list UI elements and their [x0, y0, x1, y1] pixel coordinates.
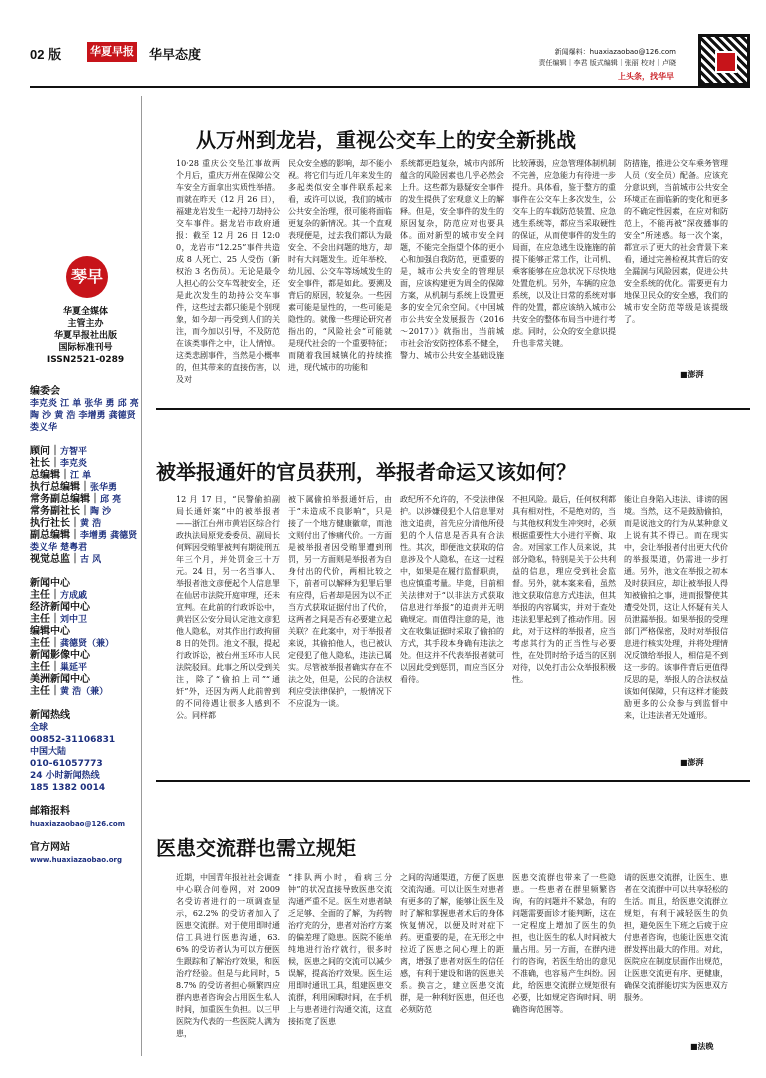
qr-code-icon[interactable]: [698, 34, 750, 86]
masthead-role: 编辑中心: [30, 626, 70, 637]
masthead-role: 新闻中心: [30, 578, 70, 589]
masthead-person: 江 单: [70, 471, 92, 481]
article-3-col-1: 近期，中国青年报社社会调查中心联合问卷网，对 2009 名受访者进行的一项调查显示，62.2% 的受访者加入了医患交流群。对于使用即时通信工具进行医患沟通，63.6% 的受访者认为可以方便医生跟踪和了解治疗效果，和医治疗经验。但是与此同时，58.7% 的受访者担心频繁四应群内患者咨询会占用医生私人时间，加重医生负担。以三甲医院为代表的一些医院人满为患，: [176, 873, 280, 1038]
article-1-col-3: 系统都更趋复杂，城市内部所蕴含的风险因素也几乎必然会上升。这些都为悬疑安全事件的发生提供了宏观意义上的解释。但是，安全事件的发生的原因复杂，防范应对也要具体。面对新型的城市安全问题，不能完全指望个体的更小心和加强自我防范，更重要的是，城市公共安全的管理层面，应该构建更为周全的保障方案，从机制与系统上设置更多的安全冗余空间。《中国城市公共安全发展报告（2016～2017）》就指出，当前城市社会治安防控体系不健全，警力、城市公共安全基础设施: [400, 159, 504, 360]
editorial-board: [30, 386, 141, 434]
masthead-person: 黄 浩（兼）: [60, 687, 109, 697]
masthead-role: 顾问｜: [30, 446, 60, 457]
pub-line: 主管主办: [67, 319, 104, 329]
masthead-role: 主任｜: [30, 638, 60, 649]
masthead-person: 邱 亮: [100, 495, 122, 505]
masthead-role: 常务副社长｜: [30, 506, 90, 517]
masthead-person: 李增勇 龚德贤 娄义华 楚粤君: [30, 531, 138, 553]
site-title: 官方网站: [30, 842, 70, 853]
editor-credits: 责任编辑｜李君 版式编辑｜张丽 校对｜卢晓: [538, 59, 676, 67]
masthead-row: [30, 662, 141, 674]
mail-link[interactable]: huaxiazaobao@126.com: [30, 820, 126, 828]
masthead-person: 方智平: [60, 447, 88, 457]
masthead-row: [30, 446, 141, 458]
masthead-row: [30, 674, 141, 686]
masthead-role: 主任｜: [30, 614, 60, 625]
masthead-row: [30, 506, 141, 518]
masthead-person: 刘中卫: [60, 615, 88, 625]
publication-info: [30, 306, 141, 366]
masthead-row: [30, 578, 141, 590]
article-1-col-1: 10·28 重庆公交坠江事故两个月后，重庆万州在保障公交车安全方面拿出实质性举措。而就在昨天（12 月 26 日），福建龙岩发生一起持刀劫持公交车事件。据龙岩市政府通报：截至 12 月 26 日 12:00，龙岩市“12.25”事件共造成 8 人死亡、25 人受伤（新权治 3 名伤员）。无论是最令人担心的公交车驾驶安全，还是此次发生的劫持公交车事件，这些过去都只能是个别现象，如今却一再受到人们的关注，而今加以引导，不及防范在该类事件之中，让人情悼。这类悲剧事件，当然是小概率的，但其带来的直接伤害，以及对: [176, 159, 280, 384]
article-1-col-2: 民众安全感的影响，却不能小视。将它们与近几年来发生的多起类似安全事件联系起来看，或许可以说，我们的城市公共安全治理，很可能将面临更复杂的新情况。其一个直观表现便是，过去我们都认为最安全、不会出问题的地方，却时有大问题发生。近年举校、幼儿园、公交车等场域发生的安全事件，都是如此。要溯及背后的原因，较复杂。一些因素可能是显性的，一些可能是隐性的。就像一些理论研究者指出的，“风险社会”可能就是现代社会的一个重要特征；而随着我国城镇化的持续推进，现代城市的功能和: [288, 159, 392, 372]
masthead-role: 主任｜: [30, 686, 60, 697]
pub-line: 国际标准刊号: [58, 343, 113, 353]
masthead-person: 李克炎: [60, 459, 88, 469]
masthead-row: [30, 638, 141, 650]
mail-title: 邮箱报料: [30, 806, 70, 817]
masthead-row: [30, 554, 141, 566]
pub-line: 华夏全媒体: [62, 307, 108, 317]
masthead-column: [30, 96, 142, 1056]
article-2-col-3: 政纪所不允许的，不受法律保护。以涉嫌侵犯个人信息罪对池文追责，首先应分清他所侵犯的个人信息是否具有合法性。其次，即便池文获取的信息涉及个人隐私，在这一过程中，如果是在履行监督职责，也应慎重考量。毕竟，目前相关法律对于“以非法方式获取信息进行举报”的追责并无明确规定。而值得注意的是，池文在收集证据时采取了偷拍的方式，其手段本身确有违法之处。但这并不代表举报者就可以因此受到惩罚，而应当区分看待。: [400, 495, 504, 684]
masthead-person: 陶 沙: [90, 507, 112, 517]
article-2-source: ■澎湃: [680, 757, 704, 767]
article-1-title[interactable]: 从万州到龙岩，重视公交车上的安全新挑战: [196, 128, 576, 152]
masthead-row: [30, 518, 141, 530]
press-seal-icon: 琴早: [66, 256, 108, 298]
masthead-row: [30, 458, 141, 470]
slogan: 上头条，找华早: [618, 72, 674, 81]
masthead-row: [30, 590, 141, 602]
masthead-row: [30, 494, 141, 506]
hotline-block: [30, 710, 141, 794]
masthead-person: 黄 浩: [80, 519, 102, 529]
section-name: 华早态度: [149, 48, 202, 63]
masthead-row: [30, 482, 141, 494]
masthead-role: 执行社长｜: [30, 518, 80, 529]
article-2-col-1: 12 月 17 日，“民警偷拍副局长通奸案”中的被举报者——浙江台州市黄岩区综合行政执法局原党委委员、副局长何辉因受贿罪被判有期徒刑五年三个月，并处罚金三十万元。24 日，另一名当事人、举报者池文彦便起个人信息罪在仙居市法院开庭审理，还未宣判。在此前的行政诉讼中，黄岩区公安分局认定池文彦犯他人隐私，对其作出行政拘留 8 日的处罚。池文不服，提起行政诉讼，被台州玉环市人民法院驳回。此事之所以受到关注，除了“偷拍上司”“通奸”外，还因为两人此前曾到的不同待遇让很多人感到不公。同样都: [176, 495, 280, 720]
centers-list: [30, 578, 141, 698]
masthead-role: 主任｜: [30, 590, 60, 601]
article-3-col-4: 医患交流群也带来了一些隐患。一些患者在群里频繁咨询，有的问题并不紧急，有的问题需要面诊才能判断，这在一定程度上增加了医生的负担，也让医生的私人时间被大量占用。另一方面，在群内进行的咨询，若医生给出的意见不准确，也容易产生纠纷。因此，给医患交流群立规矩很有必要，比如规定咨询时间、明确咨询范围等。: [512, 873, 616, 1014]
masthead-person: 巢延平: [60, 663, 88, 673]
header-divider: [30, 86, 750, 88]
article-3-col-3: 之间的沟通渠道，方便了医患交流沟通。可以让医生对患者有更多的了解，能够让医生及时了解和掌握患者术后的身体恢复情况，以便及时对症下药。更重要的是，在无形之中拉近了医患之间心理上的距离，增强了患者对医生的信任感，有利于建设和谐的医患关系。换言之，建立医患交流群，是一种利好医患，但还也必须防范: [400, 873, 504, 1014]
masthead-role: 常务副总编辑｜: [30, 494, 100, 505]
article-3-col-5: 请的医患交流群，让医生、患者在交流群中可以共享轻松的生活。而且，给医患交流群立规矩，有利于减轻医生的负担，避免医生下班之后疲于应付患者咨询，也能让医患交流群发挥出最大的作用。对此，医院应在制度层面作出规范，让医患交流更有序、更健康，确保交流群能切实为医患双方服务。: [624, 873, 728, 1002]
masthead-row: [30, 470, 141, 482]
article-1-col-5: 防措施，推进公交车乘务管理人员（安全员）配备。应该充分意识到，当前城市公共安全环境正在面临新的变化和更多的不确定性因素，在应对和防范上，不能再被“深夜播事的安全”所迷惑。每一次个案，都宣示了更大的社会背景下来看，通过完善检视其背后的安全漏洞与风险因素，促进公共安全系统的优化。需要更有力地保卫民众的安全感，我们的城市安全防范等级是该提级了。: [624, 159, 728, 324]
hotline-line: 全球: [30, 723, 49, 733]
hotline-line[interactable]: 010-61057773: [30, 759, 103, 769]
article-2-title[interactable]: 被举报通奸的官员获刑，举报者命运又该如何？: [156, 460, 576, 484]
article-3-title[interactable]: 医患交流群也需立规矩: [156, 836, 356, 860]
masthead-row: [30, 650, 141, 662]
masthead-role: 社长｜: [30, 458, 60, 469]
article-divider: [156, 408, 750, 410]
masthead-row: [30, 686, 141, 698]
site-block: [30, 842, 141, 866]
hotline-line[interactable]: 185 1382 0014: [30, 783, 106, 793]
page-header: [0, 0, 766, 90]
article-2-col-4: 不担风险。最后，任何权利都具有相对性，不是绝对的，当与其他权利发生冲突时，必须根据重要性大小进行平衡、取舍。对国家工作人员来说，其部分隐私，特别是关于公共利益的信息，理应受到社会监督。另外，就本案来看，虽然池文获取信息方式违法，但其举报的内容属实，并对于查处违法犯罪起到了推动作用。因此，对于这样的举报者，应当考虑其行为的正当性与必要性，在处罚时给予适当的区别对待，以免打击公众举报积极性。: [512, 495, 616, 684]
pub-line: ISSN2521-0289: [46, 355, 125, 365]
masthead-person: 龚德贤（兼）: [60, 639, 115, 649]
hotline-line: 24 小时新闻热线: [30, 771, 100, 781]
masthead-role: 主任｜: [30, 662, 60, 673]
hotline-line: 中国大陆: [30, 747, 67, 757]
masthead-role: 美洲新闻中心: [30, 674, 90, 685]
masthead-person: 方成戚: [60, 591, 88, 601]
masthead-person: 古 风: [80, 555, 102, 565]
masthead-row: [30, 626, 141, 638]
masthead-person: 张华勇: [90, 483, 118, 493]
editorial-title: 编委会: [30, 386, 60, 397]
newspaper-logo[interactable]: 华夏早报: [87, 42, 137, 62]
masthead-row: [30, 614, 141, 626]
masthead-row: [30, 530, 141, 554]
hotline-title: 新闻热线: [30, 710, 70, 721]
header-credits: [539, 47, 676, 69]
editorial-members: 李克炎 江 单 张华 勇 邱 亮 陶 沙 黄 浩 李增勇 龚德贤 娄义华: [30, 399, 139, 433]
masthead-role: 副总编辑｜: [30, 530, 80, 541]
hotline-email: 新闻爆料：huaxiazaobao@126.com: [554, 48, 676, 56]
masthead-role: 视觉总监｜: [30, 554, 80, 565]
masthead-role: 执行总编辑｜: [30, 482, 90, 493]
article-3-col-2: “排队两小时，看病三分钟”的状况直接导致医患交流沟通严重不足。医生对患者缺乏足够、全面的了解，为药物治疗充的分，患者对治疗方案的偏差理了隐患。医院不能单纯地进行治疗就行，很多时候，医患之间的交流可以减少误解，提高治疗效果。医生运用即时通讯工具，组建医患交流群，利用闲暇时间，在手机上与患者进行沟通交流，这直接拓宽了医患: [288, 873, 392, 1026]
article-1-col-4: 比较薄弱，应急管理体制机制不完善，应急能力有待进一步提升。具体看，鉴于整方的重事件在公交车上多次发生，公交车上的车载防范装置、应急逃生系统等，都应当采取硬性的保证，从而使事件的发生的局面，在应急逃生设施施的前提下能够正常工作，让司机、乘客能够在应急状况下尽快地处置危机。另外，车辆的应急系统，以及让日常的系统对事件的处置，都应该纳入城市公共安全的整体布局当中进行考虑。同时，公众的安全意识提升也非常关键。: [512, 159, 616, 348]
article-2-col-5: 能让自身陷入违法、诽谤的困境。当然，这不是鼓励偷拍，而是说池文的行为从某种意义上说有其不得已。而在现实中，会让举报者付出更大代价的举报渠道，仍需进一步打通。另外，池文在举报之初本及时获回应，却让被举报人得知被偷拍之事，进而报警使其遭受处罚，这让人怀疑有关人员泄漏举报。如果举报的受理部门严格保密，及时对举报信息进行核实处理，并将处理情况反馈给举报人，相信是不到这一步的。该事件背后更值得反思的是，举报人的合法权益该如何保障，只有这样才能鼓励更多的公众参与到监督中来，让违法者无处遁形。: [624, 495, 728, 720]
hotline-line[interactable]: 00852-31106831: [30, 735, 116, 745]
site-link[interactable]: www.huaxiazaobao.org: [30, 856, 123, 864]
article-3-source: ■法晚: [690, 1041, 714, 1051]
page-number: 02 版: [30, 47, 62, 62]
article-1-source: ■澎湃: [680, 369, 704, 379]
masthead-row: [30, 602, 141, 614]
article-2-col-2: 被下属偷拍举报通奸后，由于“未造成不良影响”，只是接了一个地方健康徽章，而池文则付出了惨痛代价。一方面是被举报者因受贿罪遭到刑罚，另一方面则是举报者为自身付出的代价，两相比较之下，前者可以解释为犯罪后罪有应得，后者却是因为以不正当方式获取证据付出了代价，这两者之间是否有必要建立起关联？在此案中，对于举报者来说，其偷拍他人，也已被认定侵犯了他人隐私，违法已属实。尽管被举报者确实存在不法之处，但是，公民的合法权利应受法律保护，一般情况下不应混为一谈。: [288, 495, 392, 708]
masthead-role: 新闻影像中心: [30, 650, 90, 661]
pub-line: 华夏早报社出版: [53, 331, 117, 341]
masthead-role: 总编辑｜: [30, 470, 70, 481]
article-divider: [156, 780, 750, 782]
masthead-role: 经济新闻中心: [30, 602, 90, 613]
mail-block: [30, 806, 141, 830]
staff-list: [30, 446, 141, 566]
